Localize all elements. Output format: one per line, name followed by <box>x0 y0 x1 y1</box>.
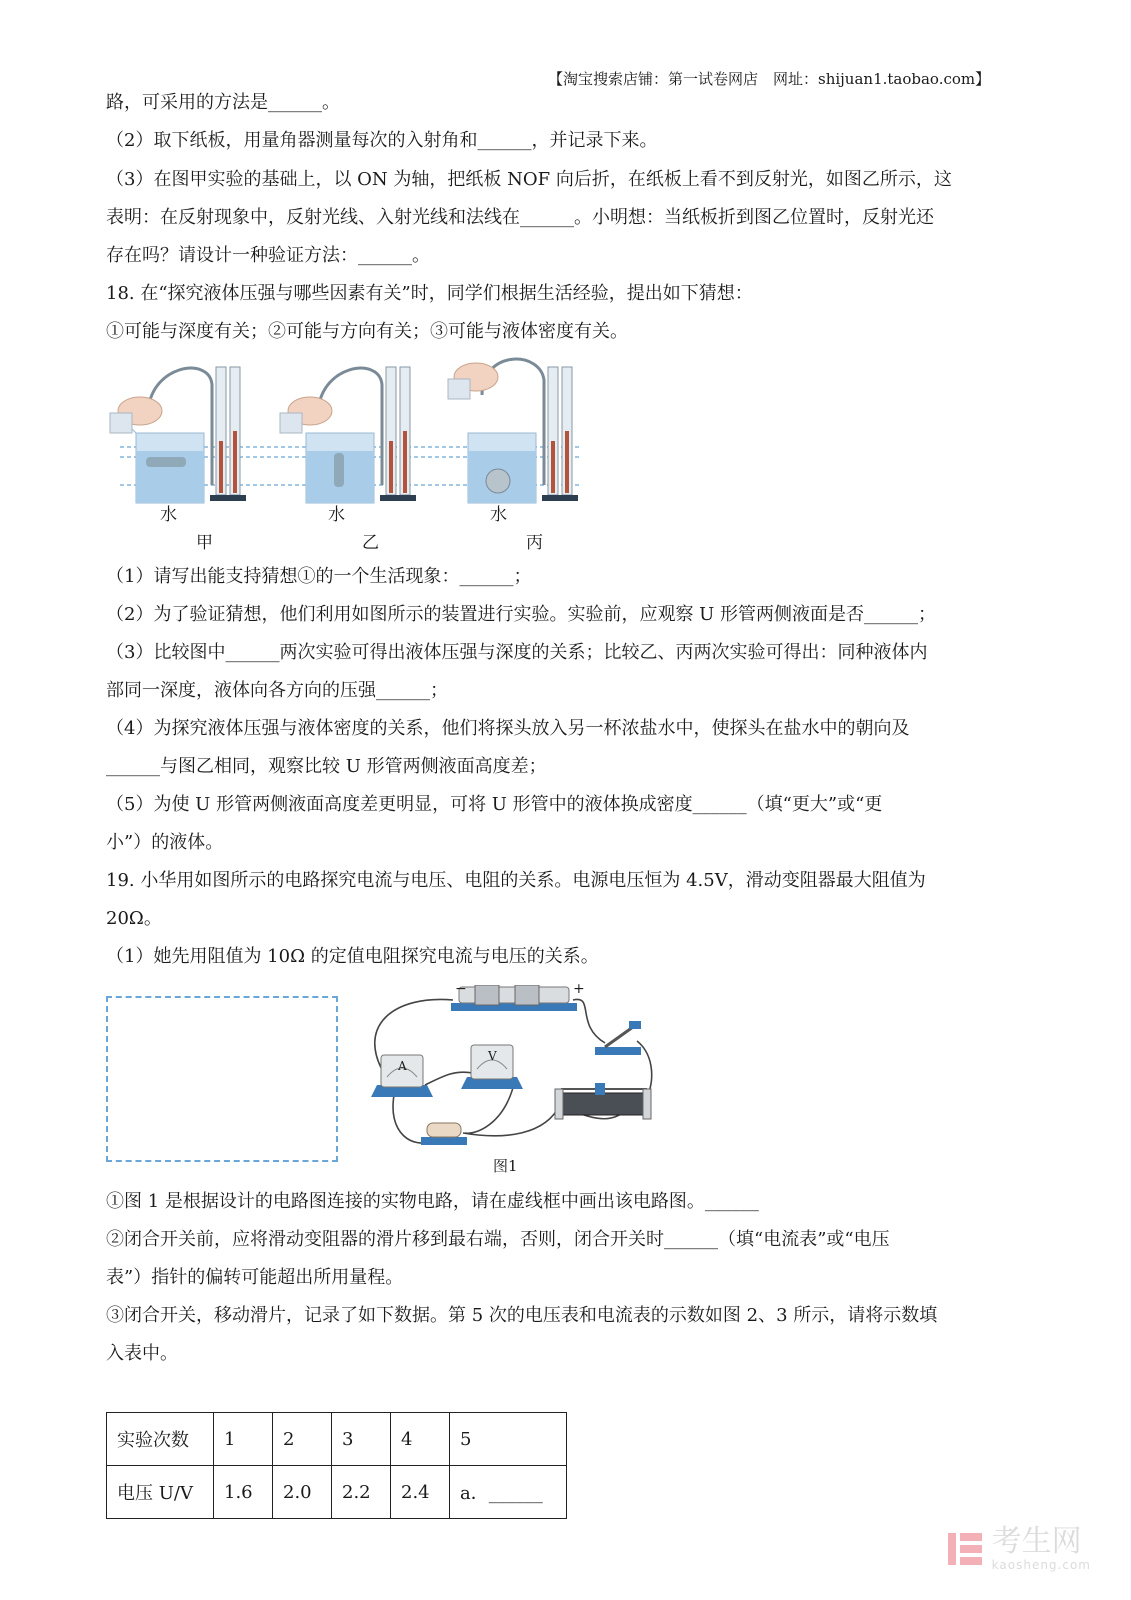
battery-plus-sign: + <box>573 981 585 997</box>
table-cell: 1 <box>214 1413 273 1466</box>
fixed-resistor <box>421 1123 467 1145</box>
q18-stem: 18. 在“探究液体压强与哪些因素有关”时，同学们根据生活经验，提出如下猜想： <box>106 283 753 304</box>
q18-guesses: ①可能与深度有关；②可能与方向有关；③可能与液体密度有关。 <box>106 321 628 342</box>
table-cell: 2.2 <box>332 1466 391 1519</box>
q17-line-4: 表明：在反射现象中，反射光线、入射光线和法线在______。小明想：当纸板折到图乙位置时，反射光还 <box>106 207 934 228</box>
table-cell[interactable]: a．______ <box>450 1466 567 1519</box>
fig-label-jia: 甲 <box>196 533 213 553</box>
watermark-site: kaosheng.com <box>991 1558 1091 1572</box>
table-row <box>107 1466 567 1519</box>
circuit-diagram-answer-box[interactable] <box>106 996 338 1162</box>
fig-label-bing: 丙 <box>526 533 543 553</box>
figure-1-caption: 图1 <box>493 1157 518 1175</box>
liquid-label-jia: 水 <box>160 505 177 525</box>
ammeter-label: A <box>398 1059 407 1073</box>
table-cell: 2.4 <box>391 1466 450 1519</box>
fig-label-yi: 乙 <box>362 533 379 553</box>
liquid-label-yi: 水 <box>328 505 345 525</box>
table-cell: 1.6 <box>214 1466 273 1519</box>
q17-line-3: （3）在图甲实验的基础上，以 ON 为轴，把纸板 NOF 向后折，在纸板上看不到反射光，如图乙所示，这 <box>106 169 952 190</box>
rheostat <box>555 1083 651 1119</box>
circuit-figure-1 <box>355 985 675 1170</box>
battery-holder <box>451 985 577 1011</box>
table-cell: 3 <box>332 1413 391 1466</box>
table-cell: 实验次数 <box>107 1413 214 1466</box>
q18-part-1: （1）请写出能支持猜想①的一个生活现象：______； <box>106 566 532 587</box>
q19-item-1: ①图 1 是根据设计的电路图连接的实物电路，请在虚线框中画出该电路图。______ <box>106 1191 759 1212</box>
kaosheng-logo-icon <box>946 1529 986 1569</box>
q19-item-2a: ②闭合开关前，应将滑动变阻器的滑片移到最右端，否则，闭合开关时______（填“电流表”或“电压 <box>106 1229 890 1250</box>
q18-part-4b: ______与图乙相同，观察比较 U 形管两侧液面高度差； <box>106 756 547 777</box>
table-row <box>107 1413 567 1466</box>
battery-minus-sign: − <box>455 981 467 997</box>
setup-yi <box>280 367 416 503</box>
q19-item-2b: 表”）指针的偏转可能超出所用量程。 <box>106 1267 404 1288</box>
q19-stem-b: 20Ω。 <box>106 908 162 929</box>
setup-jia <box>110 367 246 503</box>
table-cell: 电压 U/V <box>107 1466 214 1519</box>
q19-stem-a: 19. 小华用如图所示的电路探究电流与电压、电阻的关系。电源电压恒为 4.5V，滑动变阻器最大阻值为 <box>106 870 926 891</box>
watermark <box>946 1526 1091 1572</box>
q19-part-1: （1）她先用阻值为 10Ω 的定值电阻探究电流与电压的关系。 <box>106 946 599 967</box>
q17-line-5: 存在吗？请设计一种验证方法：______。 <box>106 245 430 266</box>
page-header: 【淘宝搜索店铺：第一试卷网店 网址：shijuan1.taobao.com】 <box>548 70 991 88</box>
q19-item-3a: ③闭合开关，移动滑片，记录了如下数据。第 5 次的电压表和电流表的示数如图 2、3 所示，请将示数填 <box>106 1305 938 1326</box>
liquid-label-bing: 水 <box>490 505 507 525</box>
table-cell: 5 <box>450 1413 567 1466</box>
pressure-experiment-figure <box>100 355 600 560</box>
q17-line-1: 路，可采用的方法是______。 <box>106 92 340 113</box>
switch <box>595 1021 641 1055</box>
table-cell: 2 <box>273 1413 332 1466</box>
q19-item-3b: 入表中。 <box>106 1343 178 1364</box>
data-table <box>106 1412 567 1519</box>
watermark-brand: 考生网 <box>991 1524 1082 1559</box>
q17-line-2: （2）取下纸板，用量角器测量每次的入射角和______，并记录下来。 <box>106 130 658 151</box>
q18-part-5a: （5）为使 U 形管两侧液面高度差更明显，可将 U 形管中的液体换成密度______（填“更大”或“更 <box>106 794 883 815</box>
table-cell: 2.0 <box>273 1466 332 1519</box>
q18-part-3a: （3）比较图中______两次实验可得出液体压强与深度的关系；比较乙、丙两次实验可得出：同种液体内 <box>106 642 928 663</box>
q18-part-3b: 部同一深度，液体向各方向的压强______； <box>106 680 448 701</box>
q18-part-5b: 小”）的液体。 <box>106 832 224 853</box>
table-cell: 4 <box>391 1413 450 1466</box>
voltmeter-label: V <box>488 1049 497 1063</box>
q18-part-2: （2）为了验证猜想，他们利用如图所示的装置进行实验。实验前，应观察 U 形管两侧液面是否______； <box>106 604 937 625</box>
q18-part-4a: （4）为探究液体压强与液体密度的关系，他们将探头放入另一杯浓盐水中，使探头在盐水中的朝向及 <box>106 718 910 739</box>
setup-bing <box>448 359 578 503</box>
